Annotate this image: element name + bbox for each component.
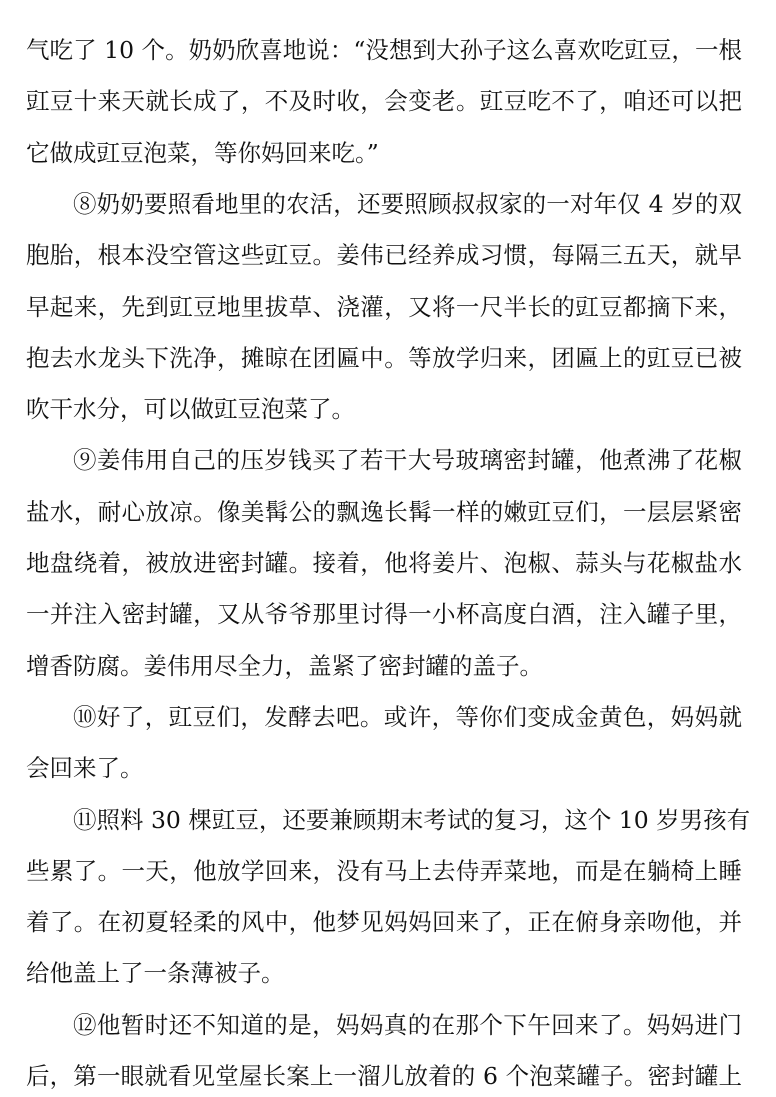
line-text: ⑧奶奶要照看地里的农活，还要照顾叔叔家的一对年仅 4 岁的双 [73,189,742,218]
line-text: 抱去水龙头下洗净，摊晾在团匾中。等放学归来，团匾上的豇豆已被 [26,343,742,372]
text-line [26,73,742,125]
text-line [26,227,742,279]
line-text: 后，第一眼就看见堂屋长案上一溜儿放着的 6 个泡菜罐子。密封罐上 [26,1062,742,1090]
text-line [26,1048,742,1097]
text-line [26,381,742,433]
line-text: ⑫他暂时还不知道的是，妈妈真的在那个下午回来了。妈妈进门 [73,1010,742,1039]
line-text: 着了。在初夏轻柔的风中，他梦见妈妈回来了，正在俯身亲吻他，并 [26,908,742,937]
line-text: 它做成豇豆泡菜，等你妈回来吃。” [26,138,379,167]
line-text: 豇豆十来天就长成了，不及时收，会变老。豇豆吃不了，咱还可以把 [26,87,742,116]
line-text: 会回来了。 [26,754,144,783]
text-line [26,945,742,997]
text-line [26,22,742,74]
text-line [26,843,742,895]
line-text: 给他盖上了一条薄被子。 [26,959,285,988]
text-line [26,894,742,946]
paragraph-first-line [73,689,742,741]
line-text: ⑨姜伟用自己的压岁钱买了若干大号玻璃密封罐，他煮沸了花椒 [73,446,742,475]
text-line [26,740,742,792]
paragraph-first-line [73,432,742,484]
paragraph-first-line [73,997,742,1049]
paragraph-first-line [73,792,751,844]
line-text: 吹干水分，可以做豇豆泡菜了。 [26,395,355,424]
line-text: 盐水，耐心放凉。像美髯公的飘逸长髯一样的嫩豇豆们，一层层紧密 [26,497,742,526]
line-text: 增香防腐。姜伟用尽全力，盖紧了密封罐的盖子。 [26,651,543,680]
line-text: ⑩好了，豇豆们，发酵去吧。或许，等你们变成金黄色，妈妈就 [73,702,742,731]
line-text: 地盘绕着，被放进密封罐。接着，他将姜片、泡椒、蒜头与花椒盐水 [26,549,742,577]
text-line [26,638,742,690]
text-line [26,586,742,638]
line-text: 些累了。一天，他放学回来，没有马上去侍弄菜地，而是在躺椅上睡 [26,856,742,885]
line-text: 一并注入密封罐，又从爷爷那里讨得一小杯高度白酒，注入罐子里， [26,600,742,629]
text-line [26,125,742,177]
line-text: ⑪照料 30 棵豇豆，还要兼顾期末考试的复习，这个 10 岁男孩有 [73,805,751,834]
text-line [26,535,742,587]
text-line [26,330,742,382]
paragraph-first-line [73,176,742,228]
line-text: 气吃了 10 个。奶奶欣喜地说：“没想到大孙子这么喜欢吃豇豆，一根 [26,36,742,64]
text-line [26,279,742,331]
text-line [26,484,742,536]
line-text: 胞胎，根本没空管这些豇豆。姜伟已经养成习惯，每隔三五天，就早 [26,241,742,270]
line-text: 早起来，先到豇豆地里拔草、浇灌，又将一尺半长的豇豆都摘下来， [26,292,742,321]
